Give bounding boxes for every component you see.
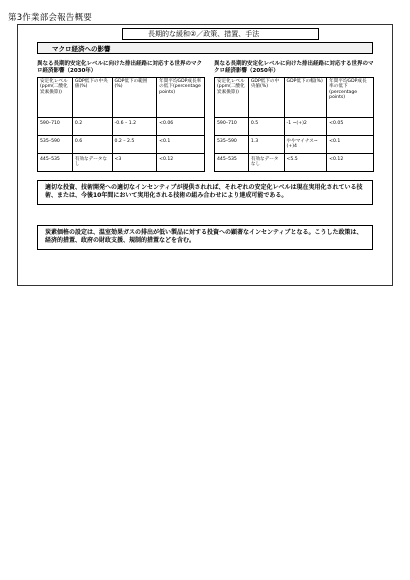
- slide-panel: [17, 24, 393, 286]
- table-cell: <0.12: [327, 154, 374, 172]
- table-cell: 0.6: [72, 136, 112, 154]
- table-cell: 535–590: [38, 136, 73, 154]
- column-header: 年間平均GDP成長率の低下(percentage points): [327, 78, 374, 118]
- table-cell: 445–535: [38, 154, 73, 172]
- left-table-heading: 異なる長期的安定化レベルに向けた排出経路に対応する世界のマクロ経済影響（2030年）: [37, 61, 203, 74]
- table-cell: <3: [112, 154, 157, 172]
- table-row: [38, 136, 205, 154]
- table-row: [38, 118, 205, 136]
- table-cell: 0.2 – 2.5: [112, 136, 157, 154]
- carbon-price-box: 炭素価格の設定は、温室効果ガスの排出が低い製品に対する投資への顕著なインセンティブとなる。こうした政策は、経済的措置、政府の財政支援、規制的措置などを含む。: [37, 225, 373, 250]
- table-cell: -0.6 – 1.2: [112, 118, 157, 136]
- slide-title: 長期的な緩和②／政策、措置、手法: [122, 28, 319, 40]
- right-table-heading: 異なる長期的安定化レベルに向けた排出経路に対応する世界のマクロ経済影響（2050年）: [214, 61, 374, 74]
- table-cell: 有効なデータなし: [72, 154, 112, 172]
- conclusion-box: 適切な投資、技術開発への適切なインセンティブが提供されれば、それぞれの安定化レベルは現在実用化されている技術、または、今後10年間において実用化される技術の組み合わせにより達成可能である。: [37, 180, 373, 205]
- table-cell: <0.12: [157, 154, 205, 172]
- table-cell: ややマイナス~(+)4: [284, 136, 327, 154]
- right-impact-table: [214, 77, 374, 172]
- table-cell: 1.3: [248, 136, 284, 154]
- table-cell: 有効なデータなし: [248, 154, 284, 172]
- table-cell: <5.5: [284, 154, 327, 172]
- column-header: 年間平均GDP成長率の低下(percentage points): [157, 78, 205, 118]
- table-cell: 535–590: [215, 136, 249, 154]
- table-row: [215, 136, 374, 154]
- table-row: [215, 118, 374, 136]
- column-header: GDP低下の幅(%): [284, 78, 327, 118]
- page-header: 第3作業部会報告概要: [8, 13, 92, 23]
- table-cell: <0.1: [327, 136, 374, 154]
- table-row: [215, 154, 374, 172]
- section-heading: マクロ経済への影響: [37, 42, 373, 54]
- column-header: GDP低下の中央値(%): [72, 78, 112, 118]
- table-cell: <0.06: [157, 118, 205, 136]
- table-cell: 445–535: [215, 154, 249, 172]
- table-cell: 0.2: [72, 118, 112, 136]
- column-header: 安定化レベル(ppm(二酸化炭素換算)): [215, 78, 249, 118]
- table-cell: 590–710: [38, 118, 73, 136]
- column-header: GDP低下の中央値(%): [248, 78, 284, 118]
- table-cell: 0.5: [248, 118, 284, 136]
- table-row: [38, 154, 205, 172]
- table-cell: <0.05: [327, 118, 374, 136]
- table-cell: 590–710: [215, 118, 249, 136]
- table-header-row: [215, 78, 374, 118]
- column-header: 安定化レベル(ppm(二酸化炭素換算)): [38, 78, 73, 118]
- table-cell: <0.1: [157, 136, 205, 154]
- left-impact-table: [37, 77, 205, 172]
- table-header-row: [38, 78, 205, 118]
- table-cell: -1 ~(+)2: [284, 118, 327, 136]
- column-header: GDP低下の範囲(%): [112, 78, 157, 118]
